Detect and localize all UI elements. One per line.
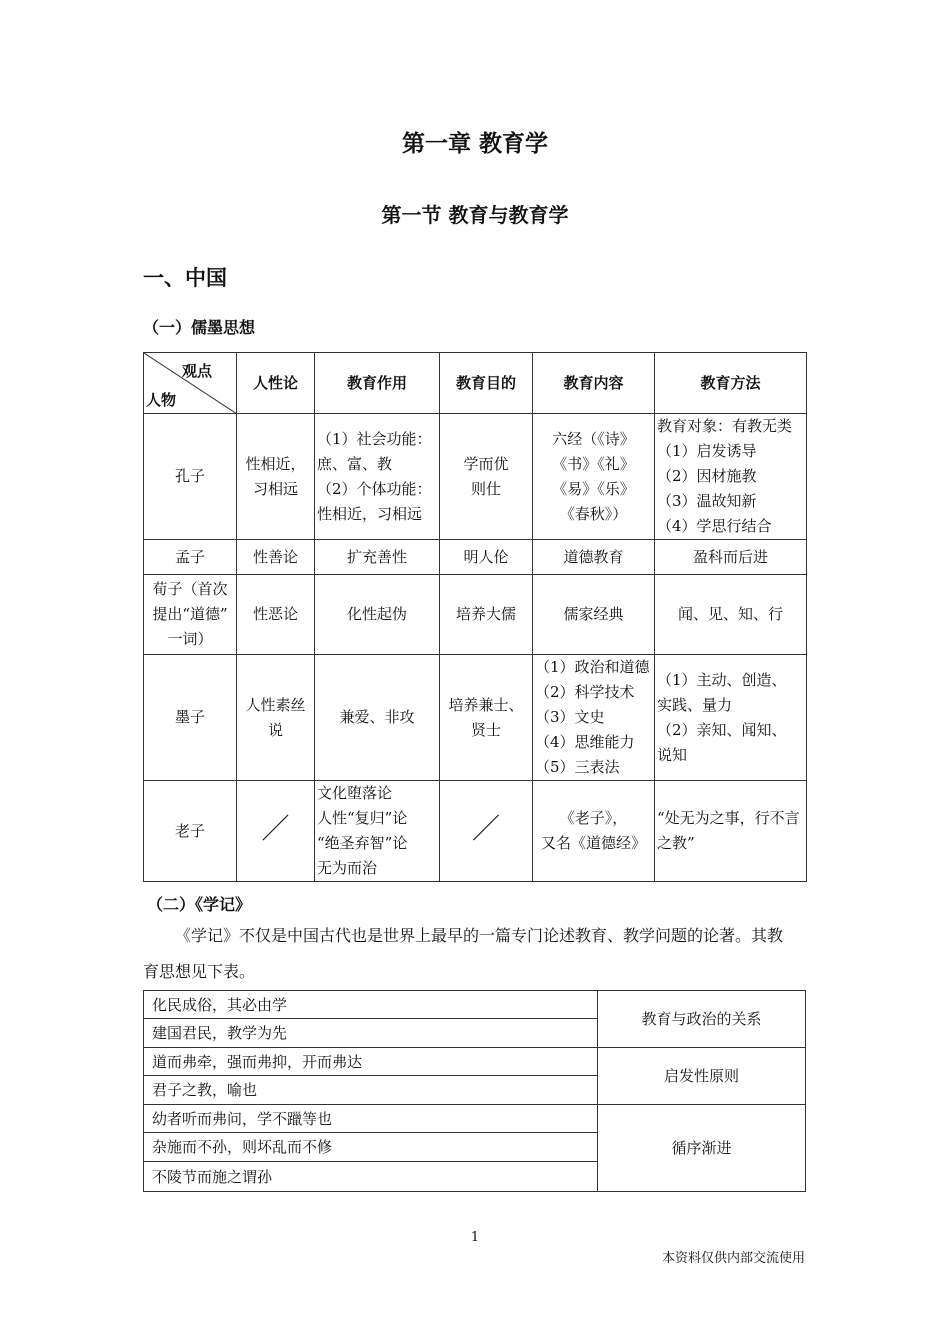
subheading-xueji: （二）《学记》: [147, 895, 252, 914]
text-line: 人性素丝: [245, 695, 306, 714]
nature-cell: [237, 655, 315, 781]
table-row: [144, 1048, 806, 1076]
method-cell: 闻、见、知、行: [655, 575, 807, 655]
text-line: 之教”: [657, 834, 695, 852]
text-line: 文化堕落论: [317, 784, 393, 802]
header-education-method: 教育方法: [655, 353, 807, 414]
text-line: （1）启发诱导: [657, 442, 757, 460]
table-row: [144, 1105, 806, 1133]
nature-cell: 性善论: [237, 540, 315, 575]
role-cell: 扩充善性: [315, 540, 440, 575]
header-education-goal: 教育目的: [440, 353, 533, 414]
text-line: 培养兼士、: [448, 695, 524, 714]
quote-cell: 建国君民，教学为先: [144, 1019, 598, 1048]
quote-cell: 君子之教，喻也: [144, 1076, 598, 1105]
paragraph-line: 育思想见下表。: [143, 962, 256, 981]
corner-person-label: 人物: [146, 391, 177, 409]
text-line: 人性“复归”论: [317, 809, 408, 827]
text-line: 则仕: [470, 479, 501, 498]
method-cell: [655, 781, 807, 882]
content-cell: 儒家经典: [533, 575, 655, 655]
principle-cell: 教育与政治的关系: [598, 991, 806, 1048]
quote-cell: 杂施而不孙，则坏乱而不修: [144, 1133, 598, 1162]
quote-cell: 化民成俗，其必由学: [144, 991, 598, 1019]
header-education-content: 教育内容: [533, 353, 655, 414]
content-cell: [533, 655, 655, 781]
text-line: 《春秋》）: [559, 504, 628, 523]
text-line: （3）温故知新: [657, 492, 757, 510]
text-line: 六经（《诗》: [552, 429, 635, 448]
text-line: “处无为之事，行不言: [657, 809, 800, 827]
corner-viewpoint-label: 观点: [181, 362, 212, 380]
nature-cell: [237, 414, 315, 540]
text-line: （1）政治和道德: [535, 658, 650, 676]
page-number: 1: [470, 1230, 480, 1245]
table-row: [144, 414, 807, 540]
quote-cell: 道而弗牵，强而弗抑，开而弗达: [144, 1048, 598, 1076]
text-line: 实践、量力: [657, 695, 733, 714]
text-line: 一词）: [167, 630, 213, 648]
nature-cell: 性恶论: [237, 575, 315, 655]
content-cell: [533, 414, 655, 540]
table-header-row: [144, 353, 807, 414]
text-line: （4）思维能力: [535, 733, 635, 751]
method-cell: 盈科而后进: [655, 540, 807, 575]
table-row: [144, 540, 807, 575]
text-line: “绝圣弃智”论: [317, 834, 408, 852]
footer-note: 本资料仅供内部交流使用: [661, 1251, 805, 1266]
section-title: 第一节 教育与教育学: [381, 203, 569, 227]
text-line: （1）社会功能：: [317, 429, 432, 448]
text-line: 庶、富、教: [317, 454, 393, 473]
thought-table: [143, 352, 807, 882]
text-line: （4）学思行结合: [657, 517, 772, 535]
text-line: 习相远: [252, 479, 298, 498]
heading-china: 一、中国: [143, 266, 227, 290]
text-line: （2）个体功能：: [317, 479, 432, 498]
text-line: 又名《道德经》: [540, 834, 646, 852]
text-line: 教育对象：有教无类: [657, 417, 793, 435]
table-row: [144, 575, 807, 655]
text-line: 性相近，习相远: [317, 504, 423, 523]
method-cell: [655, 655, 807, 781]
text-line: 无为而治: [317, 859, 378, 877]
text-line: 《老子》，: [559, 809, 628, 827]
table-row: [144, 655, 807, 781]
content-cell: 道德教育: [533, 540, 655, 575]
text-line: 《书》《礼》: [552, 454, 635, 473]
text-line: 性相近，: [245, 454, 306, 473]
xueji-paragraph: [143, 918, 806, 990]
method-cell: [655, 414, 807, 540]
quote-cell: 不陵节而施之谓孙: [144, 1162, 598, 1192]
text-line: （1）主动、创造、: [657, 670, 787, 689]
header-education-role: 教育作用: [315, 353, 440, 414]
slash-mark: ／: [471, 812, 500, 845]
principle-cell: 启发性原则: [598, 1048, 806, 1105]
person-cell: 孟子: [144, 540, 237, 575]
text-line: 荀子（首次: [152, 580, 228, 598]
person-cell: 孔子: [144, 414, 237, 540]
principle-cell: 循序渐进: [598, 1105, 806, 1192]
goal-cell: 明人伦: [440, 540, 533, 575]
chapter-title: 第一章 教育学: [401, 131, 548, 157]
person-cell: 墨子: [144, 655, 237, 781]
person-cell: [144, 575, 237, 655]
header-human-nature: 人性论: [237, 353, 315, 414]
role-cell: [315, 414, 440, 540]
nature-cell: [237, 781, 315, 882]
goal-cell: 培养大儒: [440, 575, 533, 655]
role-cell: 兼爱、非攻: [315, 655, 440, 781]
text-line: （2）因材施教: [657, 467, 757, 485]
goal-cell: [440, 655, 533, 781]
paragraph-line: 《学记》不仅是中国古代也是世界上最早的一篇专门论述教育、教学问题的论著。其教: [175, 926, 784, 945]
subheading-confucian-mohist: （一）儒墨思想: [143, 318, 256, 337]
content-cell: [533, 781, 655, 882]
text-line: （3）文史: [535, 708, 605, 726]
text-line: 《易》《乐》: [552, 479, 635, 498]
role-cell: 化性起伪: [315, 575, 440, 655]
role-cell: [315, 781, 440, 882]
person-cell: 老子: [144, 781, 237, 882]
quote-cell: 幼者听而弗问，学不躐等也: [144, 1105, 598, 1133]
text-line: 学而优: [463, 454, 509, 473]
text-line: 提出“道德”: [152, 605, 228, 623]
text-line: （5）三表法: [535, 758, 620, 776]
table-row: [144, 991, 806, 1019]
text-line: 说知: [657, 745, 688, 764]
text-line: （2）科学技术: [535, 683, 635, 701]
text-line: 贤士: [470, 720, 501, 739]
corner-cell: [144, 353, 237, 414]
text-line: 说: [267, 720, 283, 739]
goal-cell: [440, 414, 533, 540]
text-line: （2）亲知、闻知、: [657, 720, 787, 739]
xueji-table: [143, 990, 806, 1192]
slash-mark: ／: [261, 812, 290, 845]
table-row: [144, 781, 807, 882]
goal-cell: [440, 781, 533, 882]
